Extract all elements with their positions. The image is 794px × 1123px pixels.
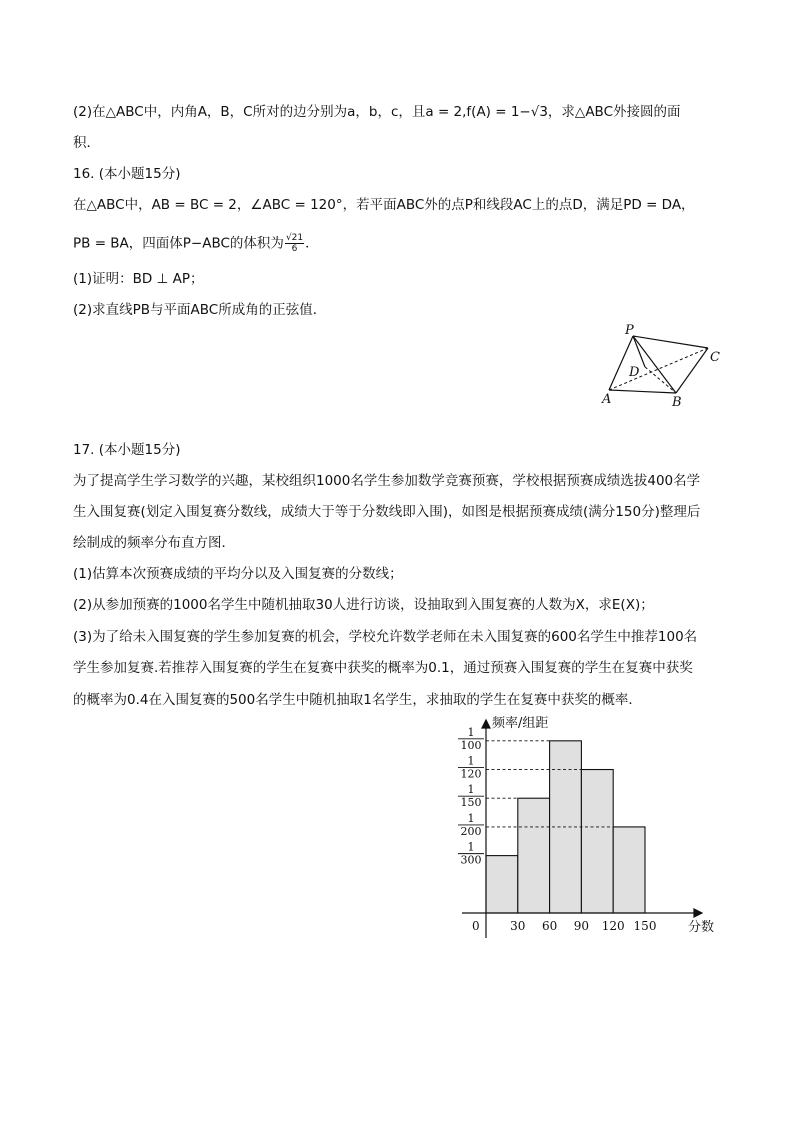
y-tick-fraction-5 (458, 726, 484, 752)
q17-part3-line3: 的概率为0.4在入围复赛的500名学生中随机抽取1名学生，求抽取的学生在复赛中获奖的概率． (73, 692, 642, 708)
x-axis-label: 分数 (688, 920, 715, 935)
y-tick-denominator: 200 (460, 824, 482, 838)
q15-part2-line2: 积． (73, 135, 100, 151)
q15-part2-line1: (2)在△ABC中，内角A，B，C所对的边分别为a，b，c，且a = 2,f(A) = 1−√3，求△ABC外接圆的面 (73, 104, 681, 120)
y-tick-denominator: 120 (460, 767, 482, 781)
x-tick-label-90: 90 (573, 919, 590, 933)
volume-numerator: √21 (285, 233, 304, 243)
y-tick-fraction-2 (458, 812, 484, 838)
histogram-bar-2 (518, 798, 550, 913)
x-tick-label-60: 60 (541, 919, 558, 933)
q17-part3-line2: 学生参加复赛.若推荐入围复赛的学生在复赛中获奖的概率为0.1，通过预赛入围复赛的学生在复赛中获奖 (73, 660, 693, 676)
y-tick-denominator: 300 (460, 853, 482, 867)
q17-stem-line2: 生入围复赛(划定入围复赛分数线，成绩大于等于分数线即入围)，如图是根据预赛成绩(满分150分)整理后 (73, 504, 701, 520)
q17-heading: 17. (本小题15分) (73, 442, 181, 458)
label-c: C (710, 350, 720, 365)
q16-part1: (1)证明：BD ⊥ AP； (73, 271, 204, 287)
y-tick-fraction-4 (458, 755, 484, 781)
q17-part1: (1)估算本次预赛成绩的平均分以及入围复赛的分数线； (73, 566, 403, 582)
q17-part2: (2)从参加预赛的1000名学生中随机抽取30人进行访谈，设抽取到入围复赛的人数为X，求E(X)； (73, 597, 654, 613)
y-axis-label: 频率/组距 (492, 716, 549, 731)
y-tick-fraction-3 (458, 783, 484, 809)
y-tick-numerator: 1 (467, 811, 475, 825)
label-a: A (602, 392, 612, 407)
y-tick-numerator: 1 (467, 725, 475, 739)
q17-stem-line1: 为了提高学生学习数学的兴趣，某校组织1000名学生参加数学竞赛预赛，学校根据预赛成绩选拔400名学 (73, 473, 701, 489)
q17-stem-line3: 绘制成的频率分布直方图． (73, 535, 235, 551)
volume-denominator: 6 (291, 244, 298, 254)
q16-stem-line1: 在△ABC中，AB = BC = 2，∠ABC = 120°，若平面ABC外的点P和线段AC上的点D，满足PD = DA， (73, 197, 695, 213)
x-tick-label-150: 150 (633, 919, 657, 933)
q16-stem-line2 (73, 233, 319, 254)
histogram-bar-4 (581, 770, 613, 913)
label-p: P (625, 323, 634, 338)
label-d: D (629, 365, 640, 380)
q17-part3-line1: (3)为了给未入围复赛的学生参加复赛的机会，学校允许数学老师在未入围复赛的600名学生中推荐100名 (73, 629, 698, 645)
volume-fraction (285, 233, 304, 254)
y-tick-numerator: 1 (467, 754, 475, 768)
x-tick-label-30: 30 (510, 919, 526, 933)
y-tick-numerator: 1 (467, 783, 475, 797)
x-tick-label-120: 120 (601, 919, 625, 933)
histogram-bar-3 (550, 741, 582, 913)
y-tick-fraction-1 (458, 841, 484, 867)
label-b: B (672, 395, 682, 410)
histogram-bar-5 (613, 827, 645, 913)
histogram-bar-1 (486, 856, 518, 913)
y-tick-denominator: 150 (460, 796, 482, 810)
q16-stem-text: PB = BA，四面体P−ABC的体积为 (73, 235, 284, 252)
y-tick-denominator: 100 (460, 738, 482, 752)
y-tick-numerator: 1 (467, 840, 475, 854)
origin-label: 0 (472, 919, 480, 933)
q16-heading: 16. (本小题15分) (73, 166, 181, 182)
q16-stem-end: ． (305, 235, 319, 252)
q16-part2: (2)求直线PB与平面ABC所成角的正弦值． (73, 302, 327, 318)
